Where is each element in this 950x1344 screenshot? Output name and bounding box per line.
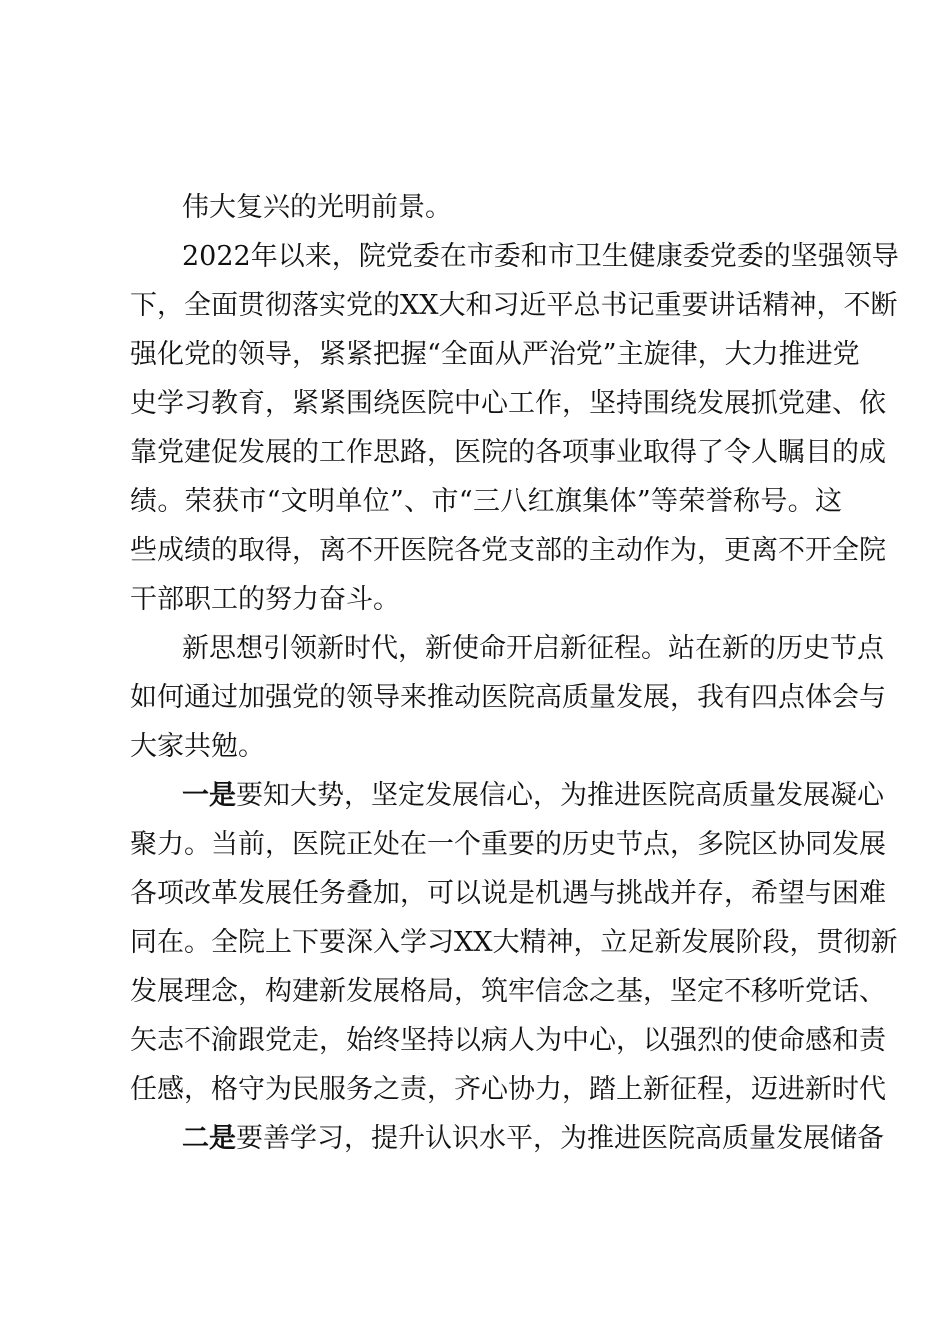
paragraph-2-line-2: 下，全面贯彻落实党的XX大和习近平总书记重要讲话精神，不断 [130, 290, 898, 321]
paragraph-4-line-1 [182, 776, 884, 816]
paragraph-4-line-6: 矢志不渝跟党走，始终坚持以病人为中心，以强烈的使命感和责 [130, 1025, 886, 1056]
paragraph-1-line-1: 伟大复兴的光明前景。 [182, 192, 452, 223]
paragraph-4-line-3: 各项改革发展任务叠加，可以说是机遇与挑战并存，希望与困难 [130, 878, 886, 909]
paragraph-4-line-5: 发展理念，构建新发展格局，筑牢信念之基，坚定不移听党话、 [130, 976, 886, 1007]
paragraph-5-lead: 二是 [182, 1123, 236, 1154]
paragraph-2-line-7: 些成绩的取得，离不开医院各党支部的主动作为，更离不开全院 [130, 535, 886, 566]
paragraph-3-line-3: 大家共勉。 [130, 731, 265, 762]
paragraph-5-line-1-text: 要善学习，提升认识水平，为推进医院高质量发展储备 [236, 1123, 884, 1154]
paragraph-4-line-7: 任感，格守为民服务之责，齐心协力，踏上新征程，迈进新时代 [130, 1074, 886, 1105]
paragraph-3-line-2: 如何通过加强党的领导来推动医院高质量发展，我有四点体会与 [130, 682, 886, 713]
paragraph-4-line-2: 聚力。当前，医院正处在一个重要的历史节点，多院区协同发展 [130, 829, 886, 860]
paragraph-3-line-1: 新思想引领新时代，新使命开启新征程。站在新的历史节点 [182, 633, 884, 664]
paragraph-4-line-4: 同在。全院上下要深入学习XX大精神，立足新发展阶段，贯彻新 [130, 927, 898, 958]
paragraph-2-line-8: 干部职工的努力奋斗。 [130, 584, 400, 615]
paragraph-2-line-4: 史学习教育，紧紧围绕医院中心工作，坚持围绕发展抓党建、依 [130, 388, 886, 419]
paragraph-4-lead: 一是 [182, 780, 236, 811]
paragraph-2-line-1: 2022年以来，院党委在市委和市卫生健康委党委的坚强领导 [182, 241, 899, 272]
paragraph-2-line-5: 靠党建促发展的工作思路，医院的各项事业取得了令人瞩目的成 [130, 437, 886, 468]
paragraph-2-line-6: 绩。荣获市“文明单位”、市“三八红旗集体”等荣誉称号。这 [130, 486, 842, 517]
paragraph-4-line-1-text: 要知大势，坚定发展信心，为推进医院高质量发展凝心 [236, 780, 884, 811]
paragraph-2-line-3: 强化党的领导，紧紧把握“全面从严治党”主旋律，大力推进党 [130, 339, 860, 370]
paragraph-5-line-1 [182, 1119, 884, 1159]
